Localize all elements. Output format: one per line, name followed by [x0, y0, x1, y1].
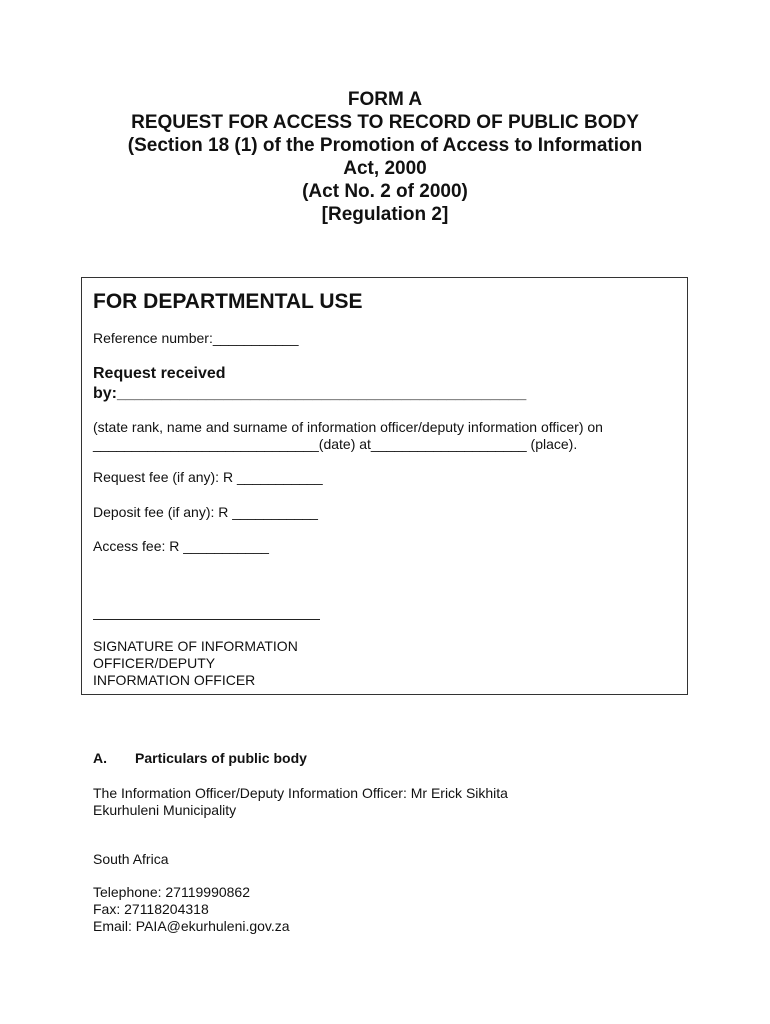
signature-line [93, 619, 320, 620]
form-title-line-3: (Section 18 (1) of the Promotion of Access to Information [127, 135, 643, 156]
form-title-line-5: (Act No. 2 of 2000) [302, 181, 468, 202]
form-title-line-4: Act, 2000 [343, 158, 427, 179]
signature-label [93, 638, 298, 689]
signature-label-line-1: SIGNATURE OF INFORMATION [93, 638, 298, 654]
public-body-officer [93, 785, 508, 819]
state-rank-line-1: (state rank, name and surname of information officer/deputy information officer) on [93, 419, 603, 435]
section-a-title: Particulars of public body [135, 750, 307, 766]
telephone-line: Telephone: 27119990862 [93, 884, 251, 900]
reference-number-field: Reference number:___________ [93, 330, 299, 346]
form-title-line-6: [Regulation 2] [321, 204, 449, 225]
country-text: South Africa [93, 851, 169, 867]
signature-label-line-2: OFFICER/DEPUTY [93, 655, 216, 671]
municipality-line: Ekurhuleni Municipality [93, 802, 237, 818]
access-fee-field: Access fee: R ___________ [93, 538, 269, 554]
request-received-label: Request received [93, 365, 226, 382]
section-a-letter: A. [93, 750, 107, 766]
form-title [0, 88, 770, 226]
form-title-line-1: FORM A [347, 89, 423, 110]
fax-line: Fax: 27118204318 [93, 901, 209, 917]
state-rank-line-2: _____________________________(date) at____________________ (place). [93, 436, 578, 452]
contact-details [93, 884, 290, 935]
form-title-line-2: REQUEST FOR ACCESS TO RECORD OF PUBLIC BODY [131, 112, 639, 133]
email-line: Email: PAIA@ekurhuleni.gov.za [93, 918, 290, 934]
section-a-heading [93, 750, 307, 767]
request-fee-field: Request fee (if any): R ___________ [93, 469, 323, 485]
request-received-by-line: by:______________________________________________ [93, 385, 527, 402]
departmental-use-box [81, 277, 688, 695]
departmental-use-heading: FOR DEPARTMENTAL USE [93, 290, 363, 313]
officer-line: The Information Officer/Deputy Information Officer: Mr Erick Sikhita [93, 785, 508, 801]
request-received-heading [93, 364, 526, 404]
country-line [93, 851, 169, 868]
deposit-fee-field: Deposit fee (if any): R ___________ [93, 504, 318, 520]
signature-label-line-3: INFORMATION OFFICER [93, 672, 256, 688]
